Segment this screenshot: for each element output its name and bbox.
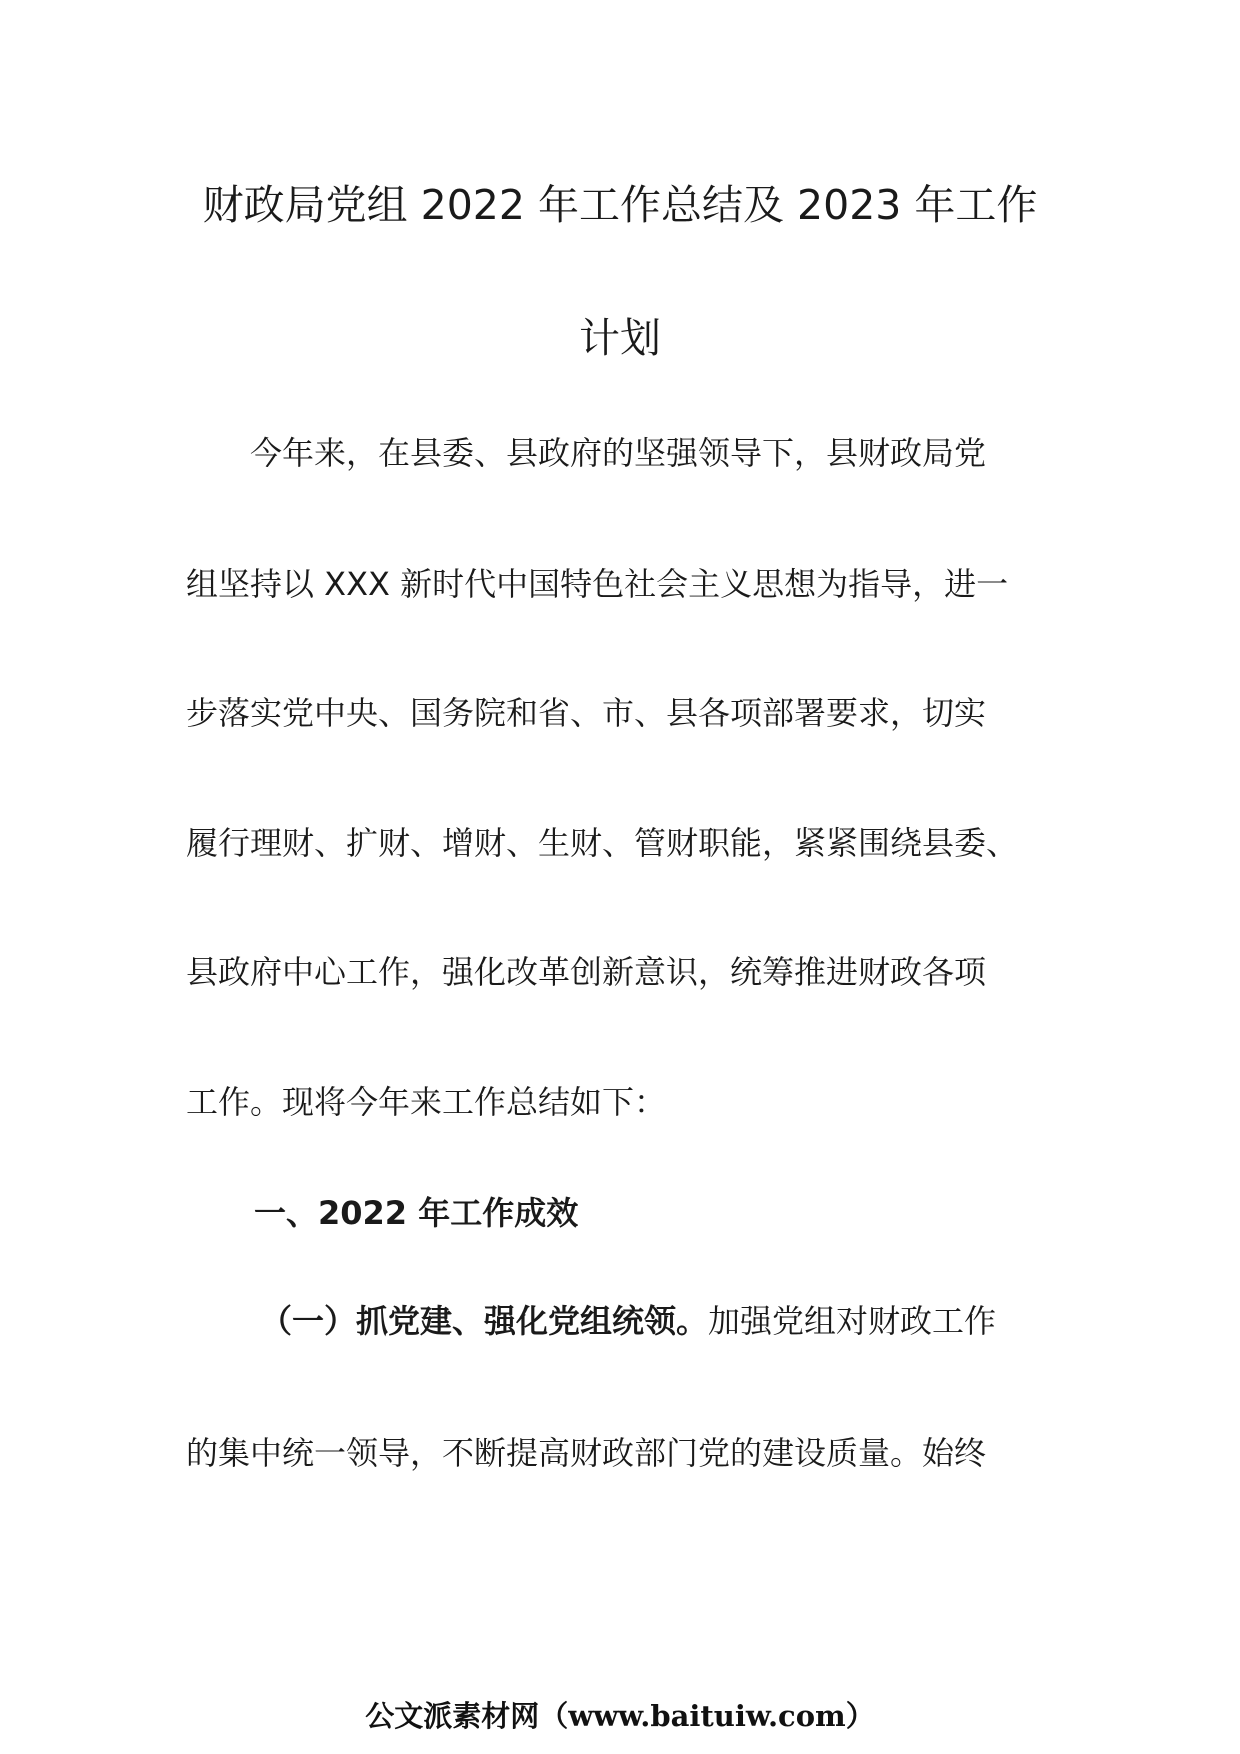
intro-paragraph-line-4: 履行理财、扩财、增财、生财、管财职能，紧紧围绕县委、 xyxy=(186,824,1019,862)
subsection-text-start: 加强党组对财政工作 xyxy=(708,1302,997,1340)
intro-paragraph-line-1: 今年来，在县委、县政府的坚强领导下，县财政局党 xyxy=(250,434,987,472)
intro-paragraph-line-6: 工作。现将今年来工作总结如下： xyxy=(186,1083,667,1121)
watermark-footer: 公文派素材网（www.baituiw.com） xyxy=(365,1699,875,1733)
intro-paragraph-line-2: 组坚持以 XXX 新时代中国特色社会主义思想为指导，进一 xyxy=(186,565,1009,603)
document-title-line-2: 计划 xyxy=(579,314,661,362)
intro-paragraph-line-5: 县政府中心工作，强化改革创新意识，统筹推进财政各项 xyxy=(186,953,987,991)
section-heading-achievements: 一、2022 年工作成效 xyxy=(254,1194,579,1232)
document-title-line-1: 财政局党组 2022 年工作总结及 2023 年工作 xyxy=(202,181,1038,229)
subsection-paragraph-line-1 xyxy=(260,1296,1130,1342)
subsection-paragraph-line-2: 的集中统一领导，不断提高财政部门党的建设质量。始终 xyxy=(186,1434,987,1472)
subsection-bold-label: （一）抓党建、强化党组统领。 xyxy=(260,1302,709,1340)
intro-paragraph-line-3: 步落实党中央、国务院和省、市、县各项部署要求，切实 xyxy=(186,694,987,732)
